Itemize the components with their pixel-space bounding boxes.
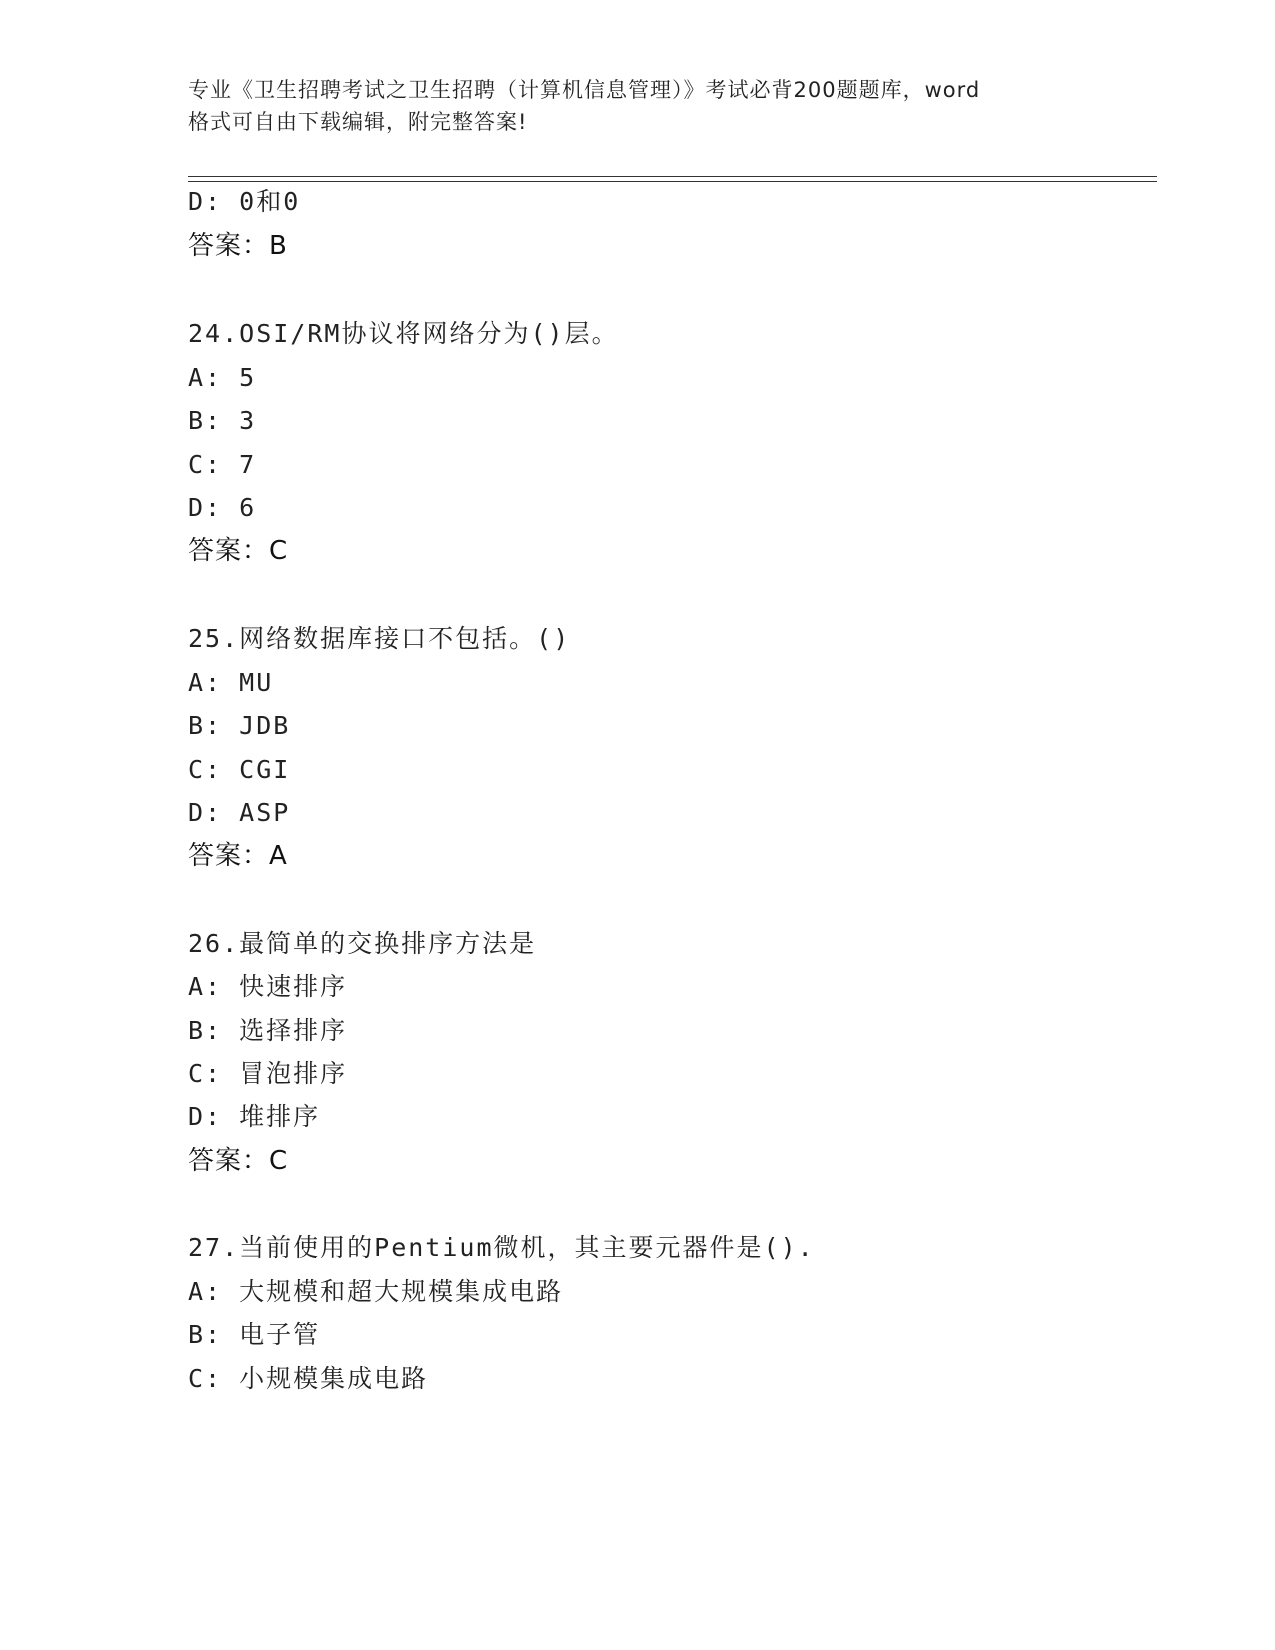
- header-title-line-2: 格式可自由下载编辑，附完整答案!: [188, 110, 528, 134]
- prev-answer: 答案：B: [188, 231, 288, 261]
- document-header: [188, 74, 1088, 138]
- question-25-text: 25.网络数据库接口不包括。(): [188, 624, 571, 653]
- prev-option-d: D: 0和0: [188, 187, 301, 216]
- question-25-option-a: A: MU: [188, 668, 274, 697]
- question-27-option-c: C: 小规模集成电路: [188, 1364, 429, 1393]
- question-27-option-b: B: 电子管: [188, 1320, 321, 1349]
- question-25-option-b: B: JDB: [188, 711, 291, 740]
- header-title-line-1: 专业《卫生招聘考试之卫生招聘（计算机信息管理）》考试必背200题题库，word: [188, 78, 981, 102]
- header-divider-top: [188, 176, 1157, 177]
- header-divider-bottom: [188, 181, 1157, 182]
- question-24-option-a: A: 5: [188, 363, 257, 392]
- question-24-text: 24.OSI/RM协议将网络分为()层。: [188, 319, 619, 348]
- question-25-option-d: D: ASP: [188, 798, 291, 827]
- question-26-text: 26.最简单的交换排序方法是: [188, 929, 537, 958]
- question-24-option-b: B: 3: [188, 406, 257, 435]
- question-27-option-a: A: 大规模和超大规模集成电路: [188, 1277, 564, 1306]
- question-26-option-b: B: 选择排序: [188, 1016, 348, 1045]
- question-25-option-c: C: CGI: [188, 755, 291, 784]
- question-26-option-a: A: 快速排序: [188, 972, 348, 1001]
- question-24-option-d: D: 6: [188, 493, 257, 522]
- question-27-text: 27.当前使用的Pentium微机，其主要元器件是().: [188, 1233, 815, 1262]
- question-26-option-d: D: 堆排序: [188, 1102, 321, 1131]
- question-24-answer: 答案：C: [188, 536, 289, 566]
- question-26-answer: 答案：C: [188, 1146, 289, 1176]
- question-26-option-c: C: 冒泡排序: [188, 1059, 348, 1088]
- question-24-option-c: C: 7: [188, 450, 257, 479]
- question-25-answer: 答案：A: [188, 841, 288, 871]
